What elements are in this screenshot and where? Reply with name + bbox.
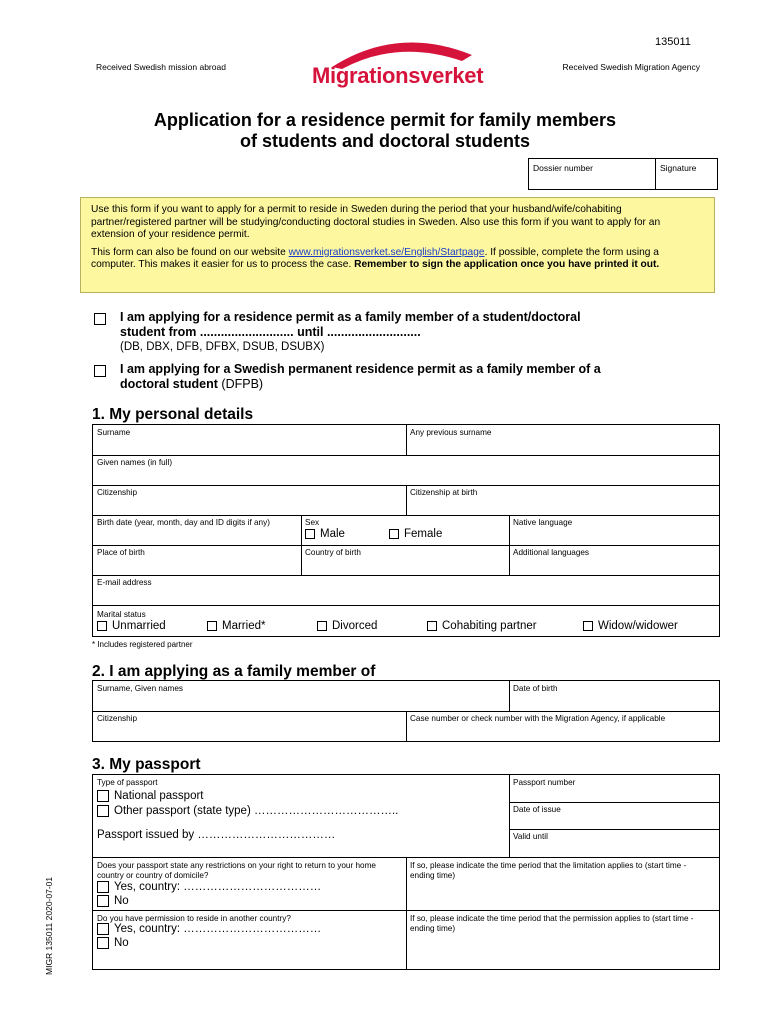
title-line-1: Application for a residence permit for family members bbox=[153, 110, 617, 130]
family-dob-field[interactable]: Date of birth bbox=[513, 684, 558, 693]
form-version-code: MIGR 135011 2020-07-01 bbox=[44, 876, 54, 975]
option-1-checkbox[interactable] bbox=[94, 310, 106, 328]
option-2-code: (DFPB) bbox=[221, 377, 264, 391]
divorced-checkbox[interactable] bbox=[317, 621, 327, 631]
page-title bbox=[0, 110, 770, 152]
cohabiting-checkbox[interactable] bbox=[427, 621, 437, 631]
marital-cohabiting-option[interactable] bbox=[427, 620, 537, 632]
logo-text: Migrationsverket bbox=[312, 63, 484, 88]
passport-type-label: Type of passport bbox=[97, 778, 158, 787]
permission-period-field[interactable]: If so, please indicate the time period that the permission applies to (start time - ending time) bbox=[410, 914, 694, 933]
email-field[interactable]: E-mail address bbox=[97, 578, 152, 587]
unmarried-label: Unmarried bbox=[112, 620, 166, 632]
permission-yes-checkbox[interactable] bbox=[97, 923, 109, 935]
restrictions-no-checkbox[interactable] bbox=[97, 895, 109, 907]
permission-yes-option[interactable] bbox=[97, 923, 321, 935]
passport-number-field[interactable]: Passport number bbox=[513, 778, 576, 787]
form-code: 135011 bbox=[655, 36, 691, 48]
restrictions-yes-label: Yes, country: ……………………………… bbox=[114, 881, 322, 894]
restrictions-no-label: No bbox=[114, 895, 129, 908]
previous-surname-field[interactable]: Any previous surname bbox=[410, 428, 492, 437]
sex-male-option[interactable] bbox=[305, 528, 345, 540]
personal-details-grid bbox=[92, 424, 720, 637]
instructions-paragraph-1: Use this form if you want to apply for a permit to reside in Sweden during the period that your husband/wife/cohabiting partner/registered partner will be studying/conducting doctoral studies in Sweden. Also use this form if you want to apply for an extension of your residence permit. bbox=[91, 204, 661, 240]
sex-label: Sex bbox=[305, 518, 320, 527]
option-1-codes: (DB, DBX, DFB, DFBX, DSUB, DSUBX) bbox=[120, 341, 325, 353]
signature-field[interactable] bbox=[656, 159, 717, 189]
married-label: Married* bbox=[222, 620, 266, 632]
section-2-title: 2. I am applying as a family member of bbox=[92, 663, 376, 680]
instructions-paragraph-2 bbox=[91, 247, 704, 272]
instructions-box bbox=[80, 197, 715, 293]
family-member-grid bbox=[92, 680, 720, 742]
received-mission-label: Received Swedish mission abroad bbox=[96, 62, 226, 72]
restrictions-yes-option[interactable] bbox=[97, 881, 321, 893]
family-surname-field[interactable]: Surname, Given names bbox=[97, 684, 184, 693]
widow-checkbox[interactable] bbox=[583, 621, 593, 631]
permission-no-option[interactable] bbox=[97, 937, 129, 949]
male-checkbox[interactable] bbox=[305, 529, 315, 539]
option-1-text bbox=[120, 310, 581, 340]
marital-divorced-option[interactable] bbox=[317, 620, 377, 632]
signature-label: Signature bbox=[660, 163, 697, 173]
widow-label: Widow/widower bbox=[598, 620, 678, 632]
married-checkbox[interactable] bbox=[207, 621, 217, 631]
birth-date-field[interactable]: Birth date (year, month, day and ID digits if any) bbox=[97, 518, 270, 527]
sign-reminder: Remember to sign the application once you have printed it out. bbox=[354, 259, 660, 270]
sex-female-option[interactable] bbox=[389, 528, 442, 540]
family-citizenship-field[interactable]: Citizenship bbox=[97, 714, 138, 723]
other-passport-label: Other passport (state type) ……………………………….. bbox=[114, 805, 399, 818]
marital-status-label: Marital status bbox=[97, 610, 146, 619]
restrictions-no-option[interactable] bbox=[97, 895, 129, 907]
permission-yes-label: Yes, country: ……………………………… bbox=[114, 923, 322, 936]
restrictions-period-field[interactable]: If so, please indicate the time period that the limitation applies to (start time - ending time) bbox=[410, 861, 687, 880]
permission-no-label: No bbox=[114, 937, 129, 950]
place-of-birth-field[interactable]: Place of birth bbox=[97, 548, 145, 557]
female-label: Female bbox=[404, 528, 443, 540]
website-link[interactable]: www.migrationsverket.se/English/Startpage bbox=[288, 246, 485, 258]
valid-until-field[interactable]: Valid until bbox=[513, 832, 548, 841]
instructions-text-2: . If possible, complete the form using a computer. This makes it easier for us to process the case. bbox=[91, 246, 659, 270]
citizenship-birth-field[interactable]: Citizenship at birth bbox=[410, 488, 478, 497]
option-1-line-2: student from ........................... until ........................... bbox=[120, 325, 421, 339]
restrictions-yes-checkbox[interactable] bbox=[97, 881, 109, 893]
instructions-text: This form can also be found on our website bbox=[91, 246, 289, 258]
section-1-title: 1. My personal details bbox=[92, 406, 254, 423]
permission-question: Do you have permission to reside in another country? bbox=[97, 914, 291, 923]
dossier-number-label: Dossier number bbox=[533, 163, 593, 173]
other-passport-option[interactable] bbox=[97, 805, 398, 817]
citizenship-field[interactable]: Citizenship bbox=[97, 488, 138, 497]
restrictions-question: Does your passport state any restrictions on your right to return to your home country or country of domicile? bbox=[97, 861, 376, 880]
additional-languages-field[interactable]: Additional languages bbox=[513, 548, 590, 557]
date-of-issue-field[interactable]: Date of issue bbox=[513, 805, 561, 814]
section-3-title: 3. My passport bbox=[92, 756, 201, 773]
national-passport-checkbox[interactable] bbox=[97, 790, 109, 802]
option-2-text bbox=[120, 362, 601, 392]
divorced-label: Divorced bbox=[332, 620, 378, 632]
marital-unmarried-option[interactable] bbox=[97, 620, 166, 632]
surname-field[interactable]: Surname bbox=[97, 428, 131, 437]
migrationsverket-logo bbox=[312, 33, 484, 93]
dossier-number-field[interactable] bbox=[529, 159, 656, 189]
marital-widow-option[interactable] bbox=[583, 620, 678, 632]
male-label: Male bbox=[320, 528, 345, 540]
passport-grid bbox=[92, 774, 720, 970]
registered-partner-footnote: * Includes registered partner bbox=[92, 640, 193, 649]
female-checkbox[interactable] bbox=[389, 529, 399, 539]
given-names-field[interactable]: Given names (in full) bbox=[97, 458, 173, 467]
office-use-box bbox=[528, 158, 718, 190]
unmarried-checkbox[interactable] bbox=[97, 621, 107, 631]
cohabiting-label: Cohabiting partner bbox=[442, 620, 537, 632]
native-language-field[interactable]: Native language bbox=[513, 518, 573, 527]
option-1-line-1: I am applying for a residence permit as a family member of a student/doctoral bbox=[120, 310, 581, 324]
national-passport-option[interactable] bbox=[97, 790, 204, 802]
country-of-birth-field[interactable]: Country of birth bbox=[305, 548, 361, 557]
option-2-checkbox[interactable] bbox=[94, 362, 106, 380]
national-passport-label: National passport bbox=[114, 790, 204, 803]
title-line-2: of students and doctoral students bbox=[239, 131, 530, 151]
marital-married-option[interactable] bbox=[207, 620, 265, 632]
option-2-line-1: I am applying for a Swedish permanent residence permit as a family member of a bbox=[120, 362, 601, 376]
passport-issued-by-field[interactable]: Passport issued by ……………………………… bbox=[97, 829, 336, 841]
case-number-field[interactable]: Case number or check number with the Migration Agency, if applicable bbox=[410, 714, 666, 723]
other-passport-checkbox[interactable] bbox=[97, 805, 109, 817]
option-2-line-2: doctoral student bbox=[120, 377, 218, 391]
permission-no-checkbox[interactable] bbox=[97, 937, 109, 949]
received-agency-label: Received Swedish Migration Agency bbox=[562, 62, 700, 72]
